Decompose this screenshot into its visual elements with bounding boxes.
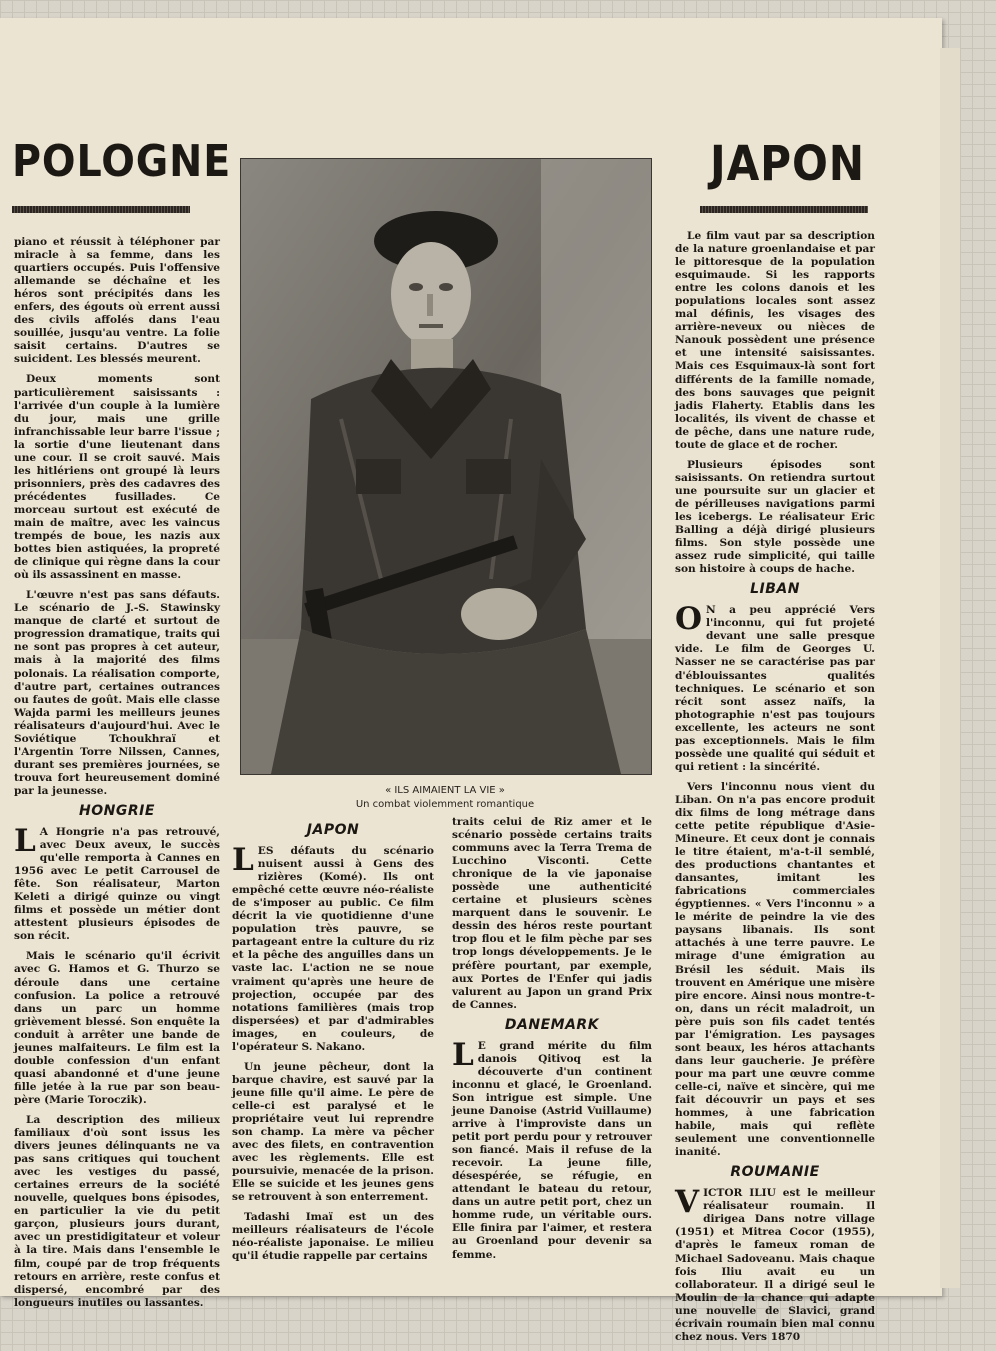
paragraph [675,601,875,774]
paragraph: La description des milieux familiaux d'où sont issus les divers jeunes délinquants ne va pas sans critiques qui touchent avec les vestiges du passé, certaines erreurs de la société nouvelle, quelques bons épisodes, en particulier la vie du petit garçon, plusieurs jours durant, avec un prestidigitateur et voleur à la tire. Mais dans l'ensemble le film, coupé par de trop fréquents retours en arrière, reste confus et dispersé, encombré par des longueurs inutiles ou lassantes. [14,1114,220,1309]
paragraph-text: ICTOR ILIU est le meilleur réalisateur roumain. Il dirigea Dans notre village (1951) et Mitrea Cocor (1955), d'après le fameux roman de Michael Sadoveanu. Mais chaque fois Iliu avait eu un collaborateur. Il a dirigé seul le Moulin de la chance qui adapte une nouvelle de Slavici, grand écrivain roumain bien mal connu chez nous. Vers 1870 [675,1187,875,1343]
column-danemark [452,816,652,1269]
paragraph: Deux moments sont particulièrement saisissants : l'arrivée d'un couple à la lumière du jour, mais une grille infranchissable leur barre l'issue ; la sortie d'une lieutenant dans une cour. Il se croit sauvé. Mais les hitlériens ont groupé là leurs prisonniers, près des cadavres des précédentes fusillades. Ce morceau surtout est exécuté de main de maître, avec les vaincus trempés de boue, les nazis aux bottes bien astiquées, la propreté de clinique qui règne dans la cour où ils assassinent en masse. [14,373,220,582]
section-title-roumanie: ROUMANIE [730,1164,820,1181]
paragraph: L'œuvre n'est pas sans défauts. Le scénario de J.-S. Stawinsky manque de clarté et surtout de progression dramatique, traits qui ne sont pas propres à cet auteur, mais à la majorité des films polonais. La réalisation comporte, d'autre part, certaines outrances ou fautes de goût. Mais elle classe Wajda parmi les meilleurs jeunes réalisateurs d'aujourd'hui. Avec le Soviétique Tchoukhraï et l'Argentin Torre Nilssen, Cannes, durant ses premières journées, se trouva fort heureusement dominé par la jeunesse. [14,589,220,797]
paragraph-text: N a peu apprécié Vers l'inconnu, qui fut projeté devant une salle presque vide. Le film de Georges U. Nasser ne se caractérise pas par d'éblouissantes qualités techniques. Le scénario et son récit sont assez naïfs, la photographie n'est pas toujours excellente, les acteurs ne sont pas exceptionnels. Mais le film possède une qualité qui séduit et qui retient : la sincérité. [675,604,875,773]
paragraph [232,842,434,1054]
paragraph [452,1036,652,1262]
photo-caption [290,784,600,812]
paragraph [675,1184,875,1344]
column-japon [232,818,434,1271]
caption-title: « ILS AIMAIENT LA VIE » [385,785,505,796]
section-title-liban: LIBAN [750,581,800,598]
section-title-danemark: DANEMARK [504,1016,600,1033]
drop-cap: O [675,601,703,638]
drop-cap: L [232,842,254,879]
column-japon-liban-roumanie [675,230,875,1351]
paragraph: Tadashi Imaï est un des meilleurs réalisateurs de l'école néo-réaliste japonaise. Le milieu qu'il étudie rappelle par certains [232,1211,434,1263]
headline-pologne: POLOGNE [12,136,232,187]
paragraph: Un jeune pêcheur, dont la barque chavire, est sauvé par la jeune fille qu'il aime. Le père de celle-ci est paralysé et le propriétaire veut lui reprendre son champ. La mère va pêcher avec des filets, en contravention avec les règlements. Elle est poursuivie, menacée de la prison. Elle se suicide et les jeunes gens se retrouvent à son enterrement. [232,1060,434,1204]
paragraph: traits celui de Riz amer et le scénario possède certains traits communs avec la Terra Trema de Lucchino Visconti. Cette chronique de la vie japonaise possède une authenticité certaine et plusieurs scènes marquent dans le souvenir. Le dessin des héros reste pourtant trop flou et le film pèche par ses trop longs développements. Je le préfère pourtant, par exemple, aux Portes de l'Enfer qui jadis valurent au Japon un grand Prix de Cannes. [452,816,652,1011]
headline-japon: JAPON [710,136,866,192]
headline-rule [12,206,190,213]
paragraph: Plusieurs épisodes sont saisissants. On retiendra surtout une poursuite sur un glacier et de périlleuses navigations parmi les icebergs. Le réalisateur Eric Balling a déjà dirigé plusieurs films. Son style possède une assez rude simplicité, qui taille son histoire à coups de hache. [675,458,875,576]
paragraph [14,823,220,943]
drop-cap: V [675,1184,700,1221]
caption-subtitle: Un combat violemment romantique [355,799,535,810]
film-still-photo [240,158,652,775]
column-pologne-hongrie [14,236,220,1317]
section-title-hongrie: HONGRIE [79,802,155,819]
paragraph: Vers l'inconnu nous vient du Liban. On n'a pas encore produit dix films de long métrage dans cette petite république d'Asie-Mineure. Et ceux dont je connais le titre étaient, m'a-t-il semblé, des productions chantantes et dansantes, imitant les fabrications commerciales égyptiennes. « Vers l'inconnu » a le mérite de peindre la vie des paysans libanais. Ils sont attachés à une terre pauvre. Le mirage d'une émigration au Brésil les séduit. Mais ils trouvent en Amérique une misère pire encore. Ainsi nous montre-t-on, dans un récit maladroit, un père puis son fils cadet tentés par l'émigration. Les paysages sont beaux, les héros attachants dans leur gaucherie. Je préfère pour ma part une œuvre comme celle-ci, naïve et sincère, qui me fait découvrir un pays et ses hommes, à une fabrication habile, mais qui reflète seulement une conventionnelle inanité. [675,780,875,1159]
paragraph-text: ES défauts du scénario nuisent aussi à Gens des rizières (Komé). Ils ont empêché cette œuvre néo-réaliste de s'imposer au public. Ce film décrit la vie quotidienne d'une population très pauvre, se partageant entre la culture du riz et la pêche des anguilles dans un vaste lac. L'action ne se noue vraiment qu'après une heure de projection, occupée par des notations familières (mais trop dispersées) et par d'admirables images, en couleurs, de l'opérateur S. Nakano. [232,845,434,1053]
headline-rule [700,206,868,213]
paragraph-text: A Hongrie n'a pas retrouvé, avec Deux aveux, le succès qu'elle remporta à Cannes en 1956 avec Le petit Carrousel de fête. Son réalisateur, Marton Keleti a dirigé quinze ou vingt films et possède un métier dont attestent plusieurs épisodes de son récit. [14,826,220,943]
drop-cap: L [14,823,36,860]
paragraph: Le film vaut par sa description de la nature groenlandaise et par le pittoresque de la population esquimaude. Si les rapports entre les colons danois et les populations locales sont assez mal définis, les visages des arrière-neveux ou nièces de Nanouk possèdent une présence et une intensité saisissantes. Mais ces Esquimaux-là sont fort différents de la famille nomade, des bons sauvages que peignit jadis Flaherty. Etablis dans les localités, ils vivent de chasse et de pêche, dans une nature rude, toute de glace et de rocher. [675,230,875,451]
paragraph-text: E grand mérite du film danois Qitivoq est la découverte d'un continent inconnu et glacé, le Groenland. Son intrigue est simple. Une jeune Danoise (Astrid Vuillaume) arrive à l'improviste dans un petit port perdu pour y retrouver son fiancé. Mais il refuse de la recevoir. La jeune fille, désespérée, se réfugie, en attendant le bateau du retour, dans un autre petit port, chez un homme rude, un véritable ours. Elle finira par l'aimer, et restera au Groenland pour devenir sa femme. [452,1039,652,1261]
paragraph: piano et réussit à téléphoner par miracle à sa femme, dans les quartiers occupés. Puis l'offensive allemande se déchaîne et les héros sont précipités dans les enfers, des égouts où errent aussi des civils affolés dans l'eau souillée, jusqu'au ventre. La folie saisit certains. D'autres se suicident. Les blessés meurent. [14,236,220,366]
newspaper-page [0,18,942,1343]
soldier-photo-illustration [241,159,651,774]
paragraph: Mais le scénario qu'il écrivit avec G. Hamos et G. Thurzo se déroule dans une certaine confusion. La police a retrouvé dans un parc un homme grièvement blessé. Son enquête la conduit à arrêter une bande de jeunes malfaiteurs. Le film est la double confession d'un enfant quasi abandonné et d'une jeune fille jetée à la rue par son beau-père (Marie Toroczik). [14,950,220,1106]
section-title-japon: JAPON [306,822,360,838]
drop-cap: L [452,1036,474,1073]
